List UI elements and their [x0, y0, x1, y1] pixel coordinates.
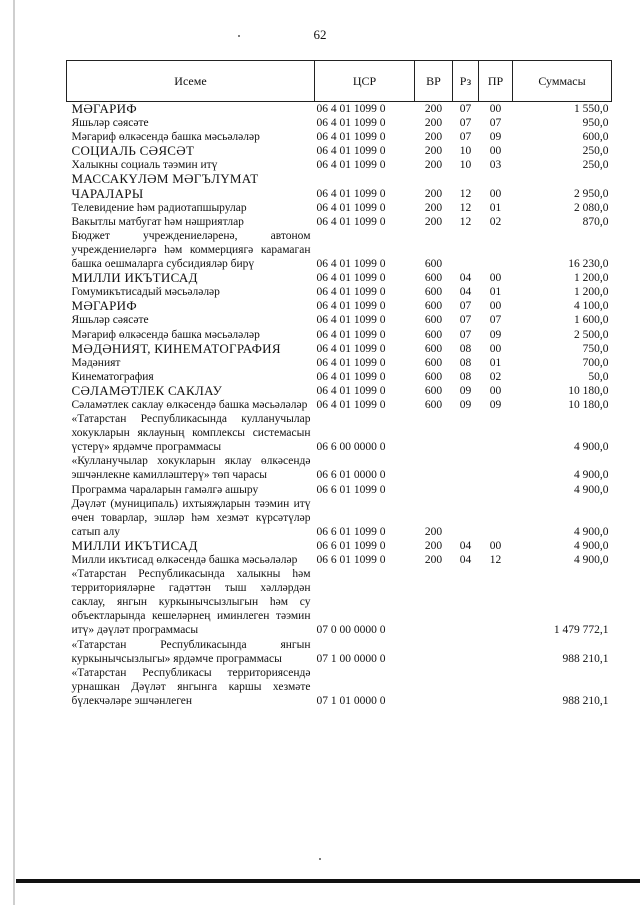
scan-bottom-edge [16, 879, 640, 883]
row-pr [479, 412, 513, 454]
row-pr: 09 [489, 398, 502, 411]
row-pr: 12 [489, 554, 502, 566]
table-header-row [67, 61, 612, 102]
row-sum: 2 950,0 [574, 187, 609, 200]
table-row [67, 483, 612, 497]
row-rz: 09 [459, 398, 472, 411]
row-pr: 01 [489, 356, 502, 369]
row-vr: 200 [424, 103, 443, 115]
row-vr: 200 [424, 539, 443, 552]
row-name: Мәдәният [71, 356, 121, 369]
row-pr: 00 [489, 145, 502, 158]
row-rz: 07 [459, 117, 472, 130]
row-vr: 200 [424, 117, 443, 130]
table-row [67, 539, 612, 553]
scan-speck [319, 858, 321, 860]
row-csr: 06 4 01 1099 0 [316, 314, 386, 327]
row-csr: 06 4 01 1099 0 [316, 300, 386, 313]
row-csr: 06 6 01 1099 0 [316, 525, 386, 538]
row-sum: 4 100,0 [574, 300, 609, 313]
row-csr: 06 4 01 1099 0 [316, 286, 386, 299]
row-pr: 07 [489, 314, 502, 327]
row-rz: 07 [459, 328, 472, 341]
page-number: 62 [313, 27, 327, 42]
row-pr: 03 [489, 159, 502, 172]
row-pr: 09 [489, 328, 502, 341]
table-row [67, 102, 612, 117]
row-csr: 06 4 01 1099 0 [316, 258, 386, 271]
row-pr: 07 [489, 117, 502, 130]
row-csr: 06 6 01 1099 0 [316, 539, 386, 552]
row-rz: 08 [459, 356, 472, 369]
row-csr: 06 6 00 0000 0 [316, 441, 386, 454]
row-sum: 1 200,0 [574, 272, 609, 285]
row-pr: 09 [489, 131, 502, 144]
row-sum: 1 600,0 [574, 314, 609, 327]
row-pr: 01 [489, 286, 502, 299]
row-vr: 600 [424, 398, 443, 411]
table-row [67, 172, 612, 200]
row-name: Кинематография [71, 370, 154, 383]
row-sum: 700,0 [582, 356, 609, 369]
row-sum: 250,0 [582, 159, 609, 172]
table-row [67, 130, 612, 144]
row-csr: 06 4 01 1099 0 [316, 272, 386, 285]
row-sum: 2 500,0 [574, 328, 609, 341]
row-name: «Кулланучылар хокукларын яклау өлкәсендә эшчәнлекне камилләштерү» төп чарасы [71, 455, 311, 482]
scan-margin-line [13, 0, 15, 905]
row-vr: 200 [424, 159, 443, 172]
row-csr: 06 4 01 1099 0 [316, 131, 386, 144]
row-pr: 02 [489, 370, 502, 383]
row-name: Халыкны социаль тәэмин итү [71, 159, 218, 172]
row-csr: 06 4 01 1099 0 [316, 398, 386, 411]
table-row [67, 342, 612, 356]
table-row [67, 313, 612, 327]
row-pr [479, 497, 513, 539]
row-rz [453, 497, 479, 539]
row-rz: 04 [459, 286, 472, 299]
table-row [67, 384, 612, 398]
row-name: Дәүләт (муниципаль) ихтыяҗларын тәэмин итү өчен товарлар, эшләр һәм хезмәт күрсәтүләр сатып алу [71, 497, 311, 538]
row-vr: 600 [424, 356, 443, 369]
row-name: «Татарстан Республикасында халыкны һәм территорияләрне гадәттән тыш хәлләрдән саклау, янгын куркынычсызлыгын һәм су объектларында кешеләрнең иминлеген тәэмин итү» дәүләт программасы [71, 568, 311, 637]
row-vr: 600 [424, 370, 443, 383]
table-row [67, 328, 612, 342]
row-csr: 06 4 01 1099 0 [316, 342, 386, 355]
header-name: Исеме [67, 61, 315, 102]
table-row [67, 201, 612, 215]
row-rz: 07 [459, 131, 472, 144]
row-csr: 06 6 01 1099 0 [316, 483, 386, 496]
row-name: СӘЛАМӘТЛЕК САКЛАУ [71, 382, 223, 398]
row-name: СОЦИАЛЬ СӘЯСӘТ [71, 143, 195, 159]
row-vr: 600 [424, 258, 443, 271]
row-sum: 50,0 [588, 370, 609, 383]
row-rz: 09 [459, 384, 472, 397]
row-sum: 988 210,1 [562, 652, 609, 665]
table-row [67, 356, 612, 370]
table-body [67, 102, 612, 709]
row-pr [479, 454, 513, 482]
row-rz: 07 [459, 314, 472, 327]
row-rz: 04 [459, 272, 472, 285]
row-pr: 02 [489, 215, 502, 228]
row-vr: 600 [424, 328, 443, 341]
row-pr [479, 666, 513, 708]
row-rz: 07 [459, 300, 472, 313]
table-row [67, 638, 612, 666]
row-vr: 600 [424, 384, 443, 397]
table-row [67, 271, 612, 285]
row-sum: 250,0 [582, 145, 609, 158]
row-rz [453, 567, 479, 637]
table-row [67, 158, 612, 172]
row-rz: 04 [459, 554, 472, 566]
row-name: «Татарстан Республикасы территориясендә урнашкан Дәүләт янгынга каршы хезмәте бүлекчәләре эшчәнлеген [71, 666, 311, 707]
row-csr: 07 0 00 0000 0 [316, 624, 386, 637]
row-pr: 00 [489, 342, 502, 355]
table-row [67, 412, 612, 454]
row-name: Гомумикътисадый мәсьәләләр [71, 286, 220, 299]
row-rz [453, 229, 479, 271]
row-csr: 06 4 01 1099 0 [316, 159, 386, 172]
row-pr [479, 638, 513, 666]
row-pr: 01 [489, 201, 502, 214]
row-vr: 600 [424, 342, 443, 355]
row-name: Сәламәтлек саклау өлкәсендә башка мәсьәләләр [71, 398, 308, 411]
row-pr: 00 [489, 300, 502, 313]
row-rz [453, 454, 479, 482]
row-vr: 600 [424, 272, 443, 285]
table-row [67, 370, 612, 384]
row-csr: 06 4 01 1099 0 [316, 201, 386, 214]
row-sum: 4 900,0 [574, 441, 609, 454]
row-sum: 4 900,0 [574, 554, 609, 566]
row-vr: 600 [424, 286, 443, 299]
row-pr: 00 [489, 384, 502, 397]
row-sum: 1 200,0 [574, 286, 609, 299]
row-csr: 06 4 01 1099 0 [316, 328, 386, 341]
row-name: МАССАКҮЛӘМ МӘГЪЛҮМАТ ЧАРАЛАРЫ [71, 171, 259, 201]
table-row [67, 299, 612, 313]
table-row [67, 553, 612, 567]
row-name: МИЛЛИ ИКЪТИСАД [71, 270, 198, 286]
row-sum: 10 180,0 [568, 384, 609, 397]
row-sum: 4 900,0 [574, 469, 609, 482]
row-csr: 06 6 01 0000 0 [316, 469, 386, 482]
row-rz: 04 [459, 539, 472, 552]
row-csr: 07 1 01 0000 0 [316, 694, 386, 707]
row-name: Милли икътисад өлкәсендә башка мәсьәләләр [71, 554, 298, 566]
row-rz: 10 [459, 145, 472, 158]
table-row [67, 215, 612, 229]
row-sum: 4 900,0 [574, 483, 609, 496]
row-sum: 988 210,1 [562, 694, 609, 707]
row-sum: 750,0 [582, 342, 609, 355]
table-row [67, 497, 612, 539]
row-csr: 06 4 01 1099 0 [316, 117, 386, 130]
row-vr: 200 [424, 215, 443, 228]
header-pr: ПР [479, 61, 513, 102]
row-vr: 200 [424, 145, 443, 158]
row-csr: 06 4 01 1099 0 [316, 370, 386, 383]
row-sum: 600,0 [582, 131, 609, 144]
row-name: МӘДӘНИЯТ, КИНЕМАТОГРАФИЯ [71, 340, 281, 356]
row-rz [453, 666, 479, 708]
row-vr [415, 567, 453, 637]
row-sum: 870,0 [582, 215, 609, 228]
row-rz: 07 [459, 103, 472, 115]
header-sum: Суммасы [513, 61, 612, 102]
row-name: МӘГАРИФ [71, 101, 137, 116]
row-vr: 200 [424, 131, 443, 144]
row-name: «Татарстан Республикасында кулланучылар хокукларын яклауның комплексы системасын үстерү» ярдәмче программасы [71, 413, 311, 454]
row-rz: 10 [459, 159, 472, 172]
row-sum: 2 080,0 [574, 201, 609, 214]
row-csr: 06 4 01 1099 0 [316, 187, 386, 200]
row-sum: 1 550,0 [574, 103, 609, 115]
row-rz: 12 [459, 215, 472, 228]
row-vr [415, 412, 453, 454]
row-sum: 4 900,0 [574, 525, 609, 538]
table-row [67, 285, 612, 299]
row-rz: 12 [459, 201, 472, 214]
row-name: Мәгариф өлкәсендә башка мәсьәләләр [71, 131, 260, 144]
table-row [67, 144, 612, 158]
row-sum: 4 900,0 [574, 539, 609, 552]
row-csr: 06 4 01 1099 0 [316, 384, 386, 397]
row-vr [415, 666, 453, 708]
table-row [67, 454, 612, 482]
row-pr: 00 [489, 272, 502, 285]
header-csr: ЦСР [315, 61, 415, 102]
row-rz [453, 412, 479, 454]
row-name: Программа чараларын гамәлгә ашыру [71, 483, 259, 496]
row-csr: 06 4 01 1099 0 [316, 215, 386, 228]
row-pr: 00 [489, 539, 502, 552]
row-csr: 07 1 00 0000 0 [316, 652, 386, 665]
row-vr: 600 [424, 314, 443, 327]
row-csr: 06 4 01 1099 0 [316, 356, 386, 369]
row-rz [453, 483, 479, 497]
row-name: МӘГАРИФ [71, 298, 137, 314]
row-vr [415, 483, 453, 497]
row-vr: 600 [424, 300, 443, 313]
header-vr: ВР [415, 61, 453, 102]
row-sum: 16 230,0 [568, 258, 609, 271]
budget-table [66, 60, 612, 708]
row-vr: 200 [424, 525, 443, 538]
row-rz: 08 [459, 370, 472, 383]
row-name: Вакытлы матбугат һәм нәшриятлар [71, 215, 244, 228]
row-pr [479, 483, 513, 497]
row-name: «Татарстан Республикасында янгын куркынычсызлыгы» ярдәмче программасы [71, 638, 311, 665]
row-pr: 00 [489, 187, 502, 200]
table-row [67, 567, 612, 637]
row-csr: 06 4 01 1099 0 [316, 145, 386, 158]
row-csr: 06 6 01 1099 0 [316, 554, 386, 566]
row-rz [453, 638, 479, 666]
row-name: Яшьләр сәясәте [71, 117, 149, 130]
row-vr: 200 [424, 554, 443, 566]
row-vr: 200 [424, 201, 443, 214]
row-name: МИЛЛИ ИКЪТИСАД [71, 537, 198, 553]
row-sum: 950,0 [582, 117, 609, 130]
row-pr: 00 [489, 103, 502, 115]
row-rz: 08 [459, 342, 472, 355]
row-sum: 1 479 772,1 [553, 624, 609, 637]
row-name: Мәгариф өлкәсендә башка мәсьәләләр [71, 328, 260, 341]
table-row [67, 116, 612, 130]
table-row [67, 398, 612, 412]
row-vr [415, 454, 453, 482]
row-name: Бюджет учреждениеләренә, автоном учреждениеләргә һәм коммерциягә карамаган башка оешмаларга субсидияләр бирү [71, 229, 311, 271]
row-vr [415, 638, 453, 666]
row-name: Телевидение һәм радиотапшырулар [71, 201, 247, 214]
row-pr [479, 567, 513, 637]
row-name: Яшьләр сәясәте [71, 314, 149, 327]
header-rz: Рз [453, 61, 479, 102]
row-pr [479, 229, 513, 271]
row-rz: 12 [459, 187, 472, 200]
row-sum: 10 180,0 [568, 398, 609, 411]
table-row [67, 666, 612, 708]
row-csr: 06 4 01 1099 0 [316, 103, 386, 115]
row-vr: 200 [424, 187, 443, 200]
table-row [67, 229, 612, 271]
